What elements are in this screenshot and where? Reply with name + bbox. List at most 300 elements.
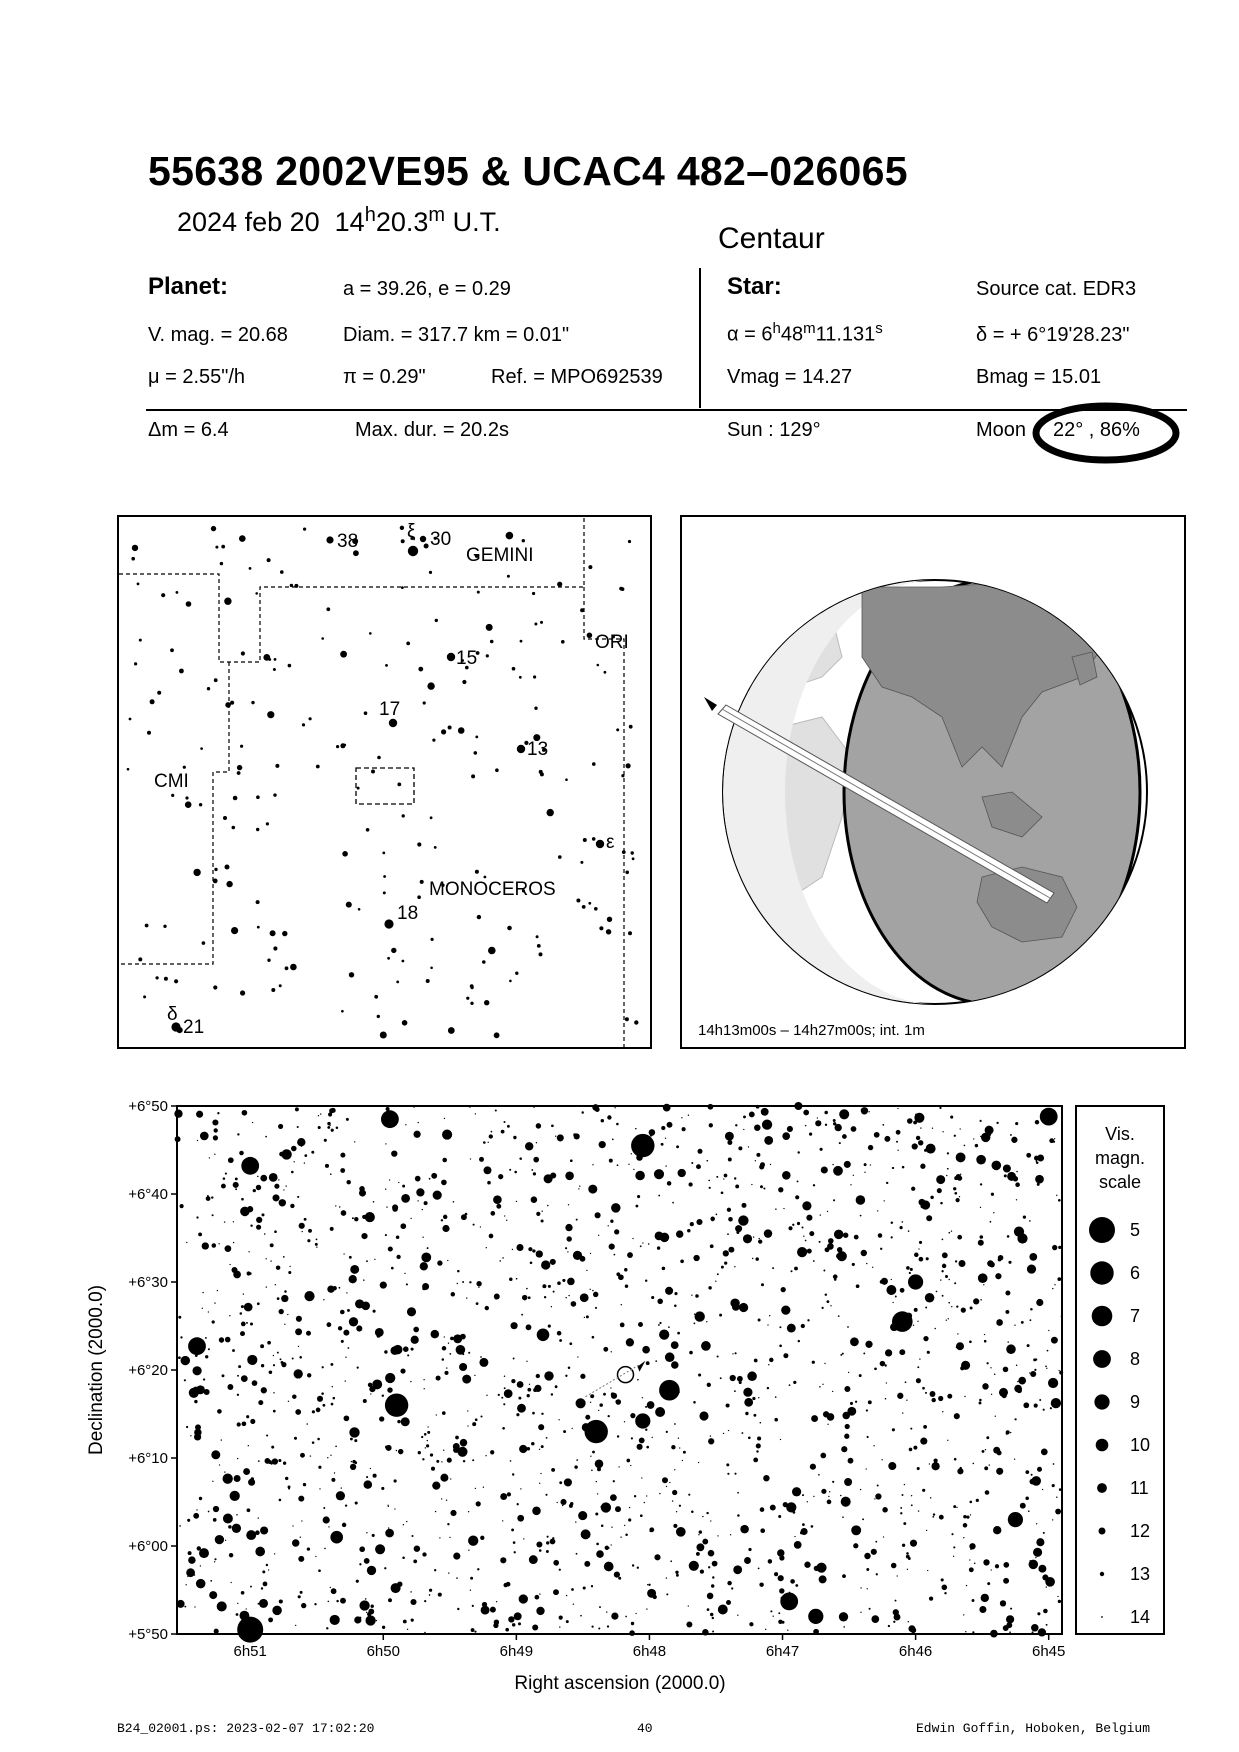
field-star — [987, 1260, 993, 1266]
field-star — [964, 1396, 965, 1397]
finder-star — [558, 855, 562, 859]
finder-star — [592, 837, 596, 841]
field-star — [247, 1508, 251, 1512]
field-star — [413, 1560, 417, 1564]
field-star — [373, 1201, 375, 1203]
field-star — [1031, 1631, 1033, 1633]
field-star — [540, 1473, 541, 1474]
finder-star — [224, 598, 231, 605]
field-star — [536, 1541, 542, 1547]
field-star — [832, 1391, 833, 1392]
y-axis-ticks — [128, 1098, 177, 1643]
field-star — [275, 1284, 276, 1285]
field-star — [478, 1287, 479, 1288]
field-star — [357, 1366, 359, 1368]
field-star — [447, 1458, 452, 1463]
field-star — [246, 1322, 248, 1324]
field-star — [723, 1250, 729, 1256]
finder-star — [273, 793, 276, 796]
field-star — [411, 1348, 414, 1351]
field-star — [717, 1355, 719, 1357]
field-star — [340, 1598, 346, 1604]
finder-star — [202, 941, 206, 945]
field-star — [396, 1235, 400, 1239]
field-star — [1049, 1138, 1054, 1143]
field-star — [295, 1409, 301, 1415]
field-star — [512, 1249, 513, 1250]
field-star — [743, 1115, 746, 1118]
field-star — [300, 1591, 303, 1594]
field-star — [1003, 1578, 1009, 1584]
field-star — [442, 1411, 446, 1415]
field-star — [590, 1456, 591, 1457]
field-star — [667, 1181, 672, 1186]
field-star — [856, 1195, 866, 1205]
finder-star — [587, 633, 593, 639]
field-star — [444, 1336, 445, 1337]
legend-magnitude: 12 — [1130, 1521, 1151, 1541]
field-star — [755, 1257, 758, 1260]
field-star — [1056, 1401, 1059, 1404]
field-star — [840, 1354, 842, 1356]
field-star — [509, 1277, 513, 1281]
finder-star — [233, 796, 238, 801]
field-star — [564, 1478, 572, 1486]
field-star — [739, 1303, 748, 1312]
field-star — [212, 1243, 217, 1248]
field-star — [942, 1411, 943, 1412]
field-star — [331, 1403, 334, 1406]
field-star — [645, 1406, 647, 1408]
field-star — [711, 1584, 714, 1587]
field-star — [918, 1140, 923, 1145]
field-star — [607, 1115, 611, 1119]
field-star — [842, 1574, 846, 1578]
field-star — [466, 1297, 467, 1298]
boundary-canis-minor — [119, 662, 229, 964]
finder-star — [420, 880, 424, 884]
field-star — [650, 1134, 653, 1137]
field-star — [758, 1397, 759, 1398]
moon-label: Moon — [976, 419, 1027, 441]
finder-star — [385, 664, 388, 667]
field-star — [695, 1294, 699, 1298]
field-star — [940, 1279, 941, 1280]
label-gemini: GEMINI — [466, 545, 534, 566]
field-star — [457, 1608, 459, 1610]
finder-star — [539, 952, 543, 956]
finder-star — [161, 593, 165, 597]
field-star — [269, 1371, 273, 1375]
field-star — [828, 1496, 829, 1497]
finder-star — [430, 967, 433, 970]
field-star — [860, 1215, 862, 1217]
field-star — [279, 1499, 282, 1502]
field-star — [246, 1608, 247, 1609]
field-star — [450, 1337, 454, 1341]
finder-star — [507, 575, 510, 578]
field-star — [180, 1204, 184, 1208]
field-star — [635, 1171, 645, 1181]
field-star — [567, 1278, 575, 1286]
field-star — [1042, 1574, 1048, 1580]
field-star — [476, 1501, 481, 1506]
field-star — [956, 1174, 961, 1179]
field-star — [295, 1625, 296, 1626]
x-tick-label: 6h47 — [765, 1643, 800, 1660]
field-star — [553, 1291, 555, 1293]
field-star — [529, 1384, 530, 1385]
field-star — [446, 1367, 447, 1368]
field-star — [948, 1302, 950, 1304]
field-star — [318, 1126, 321, 1129]
field-star — [737, 1492, 739, 1494]
field-star — [973, 1138, 974, 1139]
field-star — [211, 1196, 213, 1198]
field-star — [539, 1593, 540, 1594]
field-star — [760, 1528, 765, 1533]
finder-star — [519, 676, 522, 679]
finder-star — [137, 583, 140, 586]
legend-magnitude: 10 — [1130, 1435, 1151, 1455]
field-star — [788, 1226, 792, 1230]
field-star — [886, 1285, 896, 1295]
field-star — [432, 1482, 440, 1490]
field-star — [425, 1447, 426, 1448]
field-star — [620, 1323, 625, 1328]
field-star — [994, 1373, 996, 1375]
field-star — [979, 1402, 982, 1405]
finder-star — [462, 680, 466, 684]
field-star — [688, 1182, 692, 1186]
field-star — [518, 1622, 521, 1625]
field-star — [332, 1386, 333, 1387]
field-star — [674, 1469, 675, 1470]
field-star — [860, 1489, 861, 1490]
field-star — [837, 1251, 847, 1261]
field-star — [627, 1252, 633, 1258]
bright-star — [659, 1380, 680, 1401]
field-star — [638, 1322, 643, 1327]
field-star — [214, 1154, 215, 1155]
field-star — [503, 1403, 505, 1405]
field-star — [317, 1396, 323, 1402]
field-star — [759, 1238, 760, 1239]
field-star — [316, 1408, 321, 1413]
field-star — [504, 1387, 506, 1389]
field-star — [472, 1605, 474, 1607]
field-star — [806, 1215, 812, 1221]
field-star — [927, 1570, 928, 1571]
field-star — [666, 1431, 668, 1433]
field-star — [330, 1227, 334, 1231]
field-star — [193, 1366, 202, 1375]
field-star — [613, 1480, 615, 1482]
field-star — [695, 1311, 705, 1321]
finder-star — [424, 544, 429, 549]
field-star — [665, 1138, 666, 1139]
field-star — [197, 1140, 198, 1141]
field-star — [991, 1261, 992, 1262]
field-star — [189, 1388, 199, 1398]
field-star — [818, 1474, 820, 1476]
field-star — [513, 1358, 515, 1360]
field-star — [238, 1365, 241, 1368]
field-star — [1052, 1519, 1053, 1520]
field-star — [641, 1477, 642, 1478]
field-star — [223, 1514, 233, 1524]
field-star — [844, 1161, 851, 1168]
finder-star — [344, 744, 347, 747]
field-star — [981, 1594, 989, 1602]
field-star — [755, 1160, 756, 1161]
field-star — [646, 1495, 647, 1496]
field-star — [953, 1505, 956, 1508]
finder-star — [626, 763, 631, 768]
field-star — [555, 1136, 556, 1137]
field-star — [658, 1324, 660, 1326]
field-star — [248, 1251, 249, 1252]
field-star — [229, 1315, 230, 1316]
field-star — [809, 1231, 814, 1236]
field-star — [880, 1248, 882, 1250]
finder-star — [606, 929, 611, 934]
field-star — [214, 1629, 219, 1634]
field-star — [954, 1458, 957, 1461]
field-star — [475, 1418, 478, 1421]
field-star — [479, 1358, 488, 1367]
field-star — [435, 1511, 436, 1512]
field-star — [886, 1382, 887, 1383]
field-star — [490, 1607, 496, 1613]
field-star — [802, 1494, 804, 1496]
field-star — [261, 1364, 264, 1367]
field-star — [331, 1588, 337, 1594]
field-star — [948, 1232, 950, 1234]
field-star — [877, 1484, 879, 1486]
field-star — [354, 1461, 357, 1464]
field-star — [895, 1296, 897, 1298]
bright-star — [892, 1311, 913, 1332]
field-star — [640, 1514, 643, 1517]
field-star — [448, 1572, 449, 1573]
field-star — [911, 1495, 912, 1496]
field-star — [590, 1394, 594, 1398]
field-star — [1029, 1253, 1037, 1261]
field-star — [371, 1605, 374, 1608]
field-star — [813, 1184, 815, 1186]
field-star — [557, 1281, 561, 1285]
field-star — [907, 1118, 913, 1124]
field-star — [629, 1630, 635, 1636]
field-star — [920, 1438, 927, 1445]
field-star — [480, 1226, 481, 1227]
field-star — [199, 1497, 202, 1500]
legend-magnitude: 13 — [1130, 1564, 1151, 1584]
finder-star — [207, 687, 210, 690]
legend-magnitude: 7 — [1130, 1306, 1141, 1326]
field-star — [753, 1457, 758, 1462]
field-star — [1000, 1600, 1006, 1606]
legend-dot — [1089, 1217, 1115, 1243]
field-star — [819, 1386, 821, 1388]
field-star — [188, 1556, 195, 1563]
field-star — [948, 1318, 949, 1319]
field-star — [690, 1222, 694, 1226]
legend-title-line: scale — [1098, 1172, 1142, 1192]
field-star — [218, 1243, 219, 1244]
field-star — [902, 1166, 905, 1169]
field-star — [246, 1530, 256, 1540]
field-star — [472, 1422, 476, 1426]
field-star — [868, 1145, 873, 1150]
field-star — [635, 1613, 636, 1614]
field-star — [418, 1451, 421, 1454]
field-star — [982, 1450, 985, 1453]
field-star — [427, 1426, 428, 1427]
field-star — [595, 1512, 598, 1515]
field-star — [991, 1161, 1001, 1171]
field-star — [833, 1122, 836, 1125]
field-star — [348, 1347, 350, 1349]
field-star — [406, 1283, 408, 1285]
field-star — [678, 1438, 679, 1439]
field-star — [772, 1267, 774, 1269]
field-star — [475, 1113, 476, 1114]
field-star — [645, 1428, 647, 1430]
field-star — [854, 1235, 859, 1240]
field-star — [1057, 1596, 1058, 1597]
field-star — [442, 1225, 449, 1232]
field-star — [451, 1292, 456, 1297]
field-star — [642, 1346, 650, 1354]
field-star — [689, 1561, 699, 1571]
field-star — [959, 1196, 960, 1197]
field-star — [817, 1117, 818, 1118]
finder-star — [474, 751, 478, 755]
field-star — [708, 1104, 714, 1110]
field-star — [996, 1468, 1003, 1475]
field-star — [225, 1337, 231, 1343]
finder-star — [532, 592, 535, 595]
field-star — [201, 1386, 204, 1389]
field-star — [868, 1400, 872, 1404]
field-star — [501, 1130, 505, 1134]
field-star — [598, 1410, 599, 1411]
field-star — [860, 1612, 861, 1613]
field-star — [630, 1465, 631, 1466]
field-star — [534, 1385, 541, 1392]
field-star — [236, 1514, 238, 1516]
ra-seconds: 11.131 — [815, 323, 876, 346]
field-star — [650, 1531, 651, 1532]
field-star — [779, 1588, 784, 1593]
field-star — [257, 1302, 260, 1305]
field-star — [896, 1130, 901, 1135]
field-star — [581, 1529, 591, 1539]
field-star — [819, 1575, 827, 1583]
field-star — [797, 1180, 799, 1182]
field-star — [1036, 1299, 1043, 1306]
field-star — [268, 1569, 269, 1570]
field-star — [741, 1203, 746, 1208]
field-star — [897, 1150, 898, 1151]
finder-star — [387, 957, 390, 960]
field-star — [734, 1177, 736, 1179]
finder-star-field — [127, 526, 639, 1039]
field-star — [230, 1491, 240, 1501]
field-star — [349, 1275, 357, 1283]
field-star — [686, 1621, 692, 1627]
field-star — [1010, 1608, 1012, 1610]
field-star — [960, 1174, 961, 1175]
field-star — [917, 1321, 918, 1322]
field-star — [1005, 1310, 1009, 1314]
field-star — [194, 1606, 195, 1607]
field-star — [210, 1580, 212, 1582]
field-star — [906, 1555, 910, 1559]
field-star — [893, 1621, 895, 1623]
field-star — [568, 1366, 571, 1369]
finder-star — [494, 1032, 500, 1038]
field-star — [289, 1266, 290, 1267]
field-star — [243, 1293, 244, 1294]
field-star — [1027, 1265, 1036, 1274]
field-star — [434, 1569, 436, 1571]
finder-star — [183, 766, 186, 769]
field-star — [261, 1587, 263, 1589]
ra-s-unit: s — [875, 320, 883, 337]
field-star — [525, 1142, 533, 1150]
field-star — [536, 1142, 537, 1143]
finder-star — [540, 772, 544, 776]
field-star — [335, 1445, 337, 1447]
finder-star — [150, 699, 155, 704]
field-star — [965, 1631, 966, 1632]
field-star — [668, 1326, 670, 1328]
field-star — [228, 1157, 234, 1163]
field-star — [758, 1239, 762, 1243]
field-star — [1021, 1321, 1024, 1324]
field-star — [592, 1164, 593, 1165]
legend-magnitude: 6 — [1130, 1263, 1141, 1283]
field-star — [436, 1460, 439, 1463]
field-star — [611, 1544, 612, 1545]
field-star — [996, 1122, 998, 1124]
field-star — [820, 1453, 826, 1459]
field-star — [712, 1576, 714, 1578]
field-star — [931, 1462, 939, 1470]
field-star — [320, 1113, 321, 1114]
field-star — [749, 1111, 755, 1117]
finder-star — [629, 725, 633, 729]
field-star — [665, 1352, 675, 1362]
field-star — [969, 1567, 974, 1572]
field-star — [859, 1374, 862, 1377]
field-star — [474, 1375, 475, 1376]
finder-star — [226, 881, 232, 887]
field-star — [562, 1279, 565, 1282]
field-star — [304, 1162, 305, 1163]
field-star — [792, 1487, 801, 1496]
field-star — [614, 1254, 616, 1256]
field-star — [659, 1329, 669, 1339]
field-star — [569, 1504, 573, 1508]
field-star — [232, 1349, 235, 1352]
field-star — [316, 1239, 318, 1241]
field-star — [499, 1260, 501, 1262]
field-star — [206, 1196, 211, 1201]
